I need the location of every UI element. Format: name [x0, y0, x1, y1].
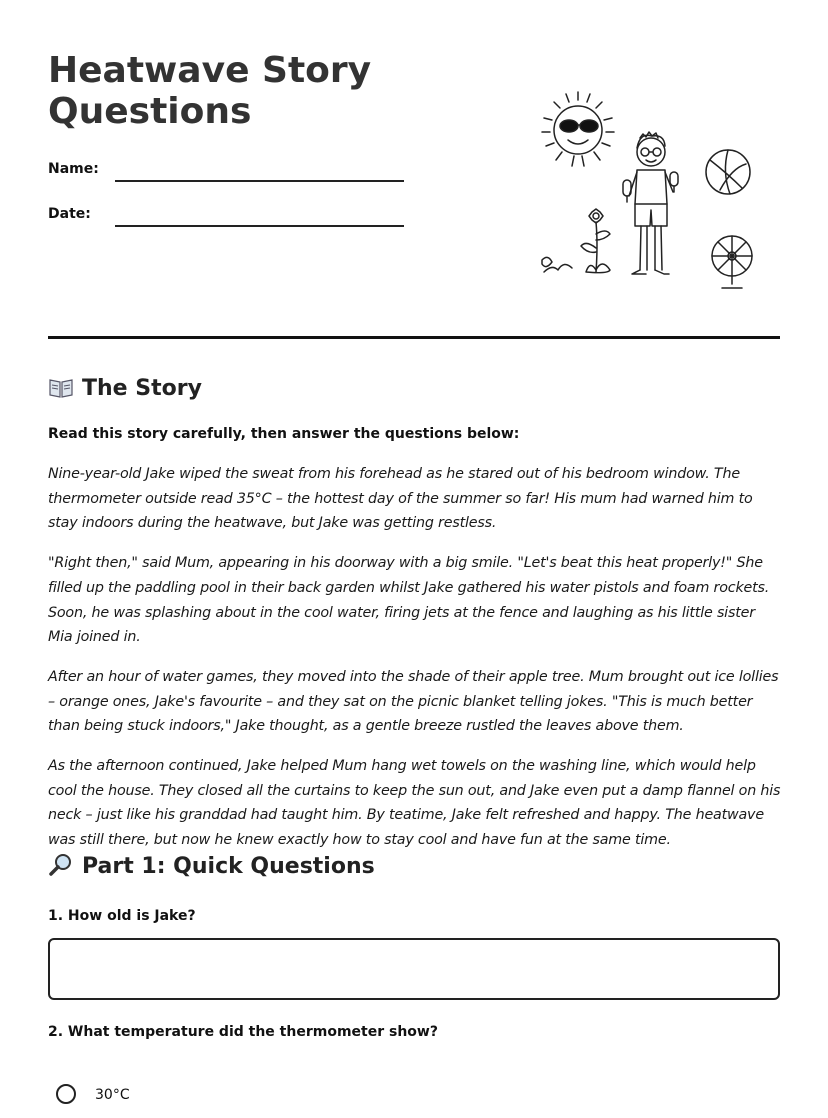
header-divider [48, 336, 780, 339]
date-label: Date: [48, 206, 91, 222]
beach-ball-icon [706, 150, 750, 194]
part1-heading-text: Part 1: Quick Questions [82, 854, 375, 879]
date-writing-line[interactable] [115, 225, 404, 227]
boy-with-ice-lolly-icon [623, 132, 678, 274]
option-label: 30°C [95, 1087, 130, 1103]
question-2: 2. What temperature did the thermometer show? [48, 1024, 438, 1040]
story-text [48, 462, 783, 868]
story-heading [48, 375, 202, 407]
story-heading-text: The Story [82, 376, 202, 401]
story-instruction: Read this story carefully, then answer the questions below: [48, 426, 520, 442]
flower-icon [542, 209, 610, 273]
story-paragraph: As the afternoon continued, Jake helped Mum hang wet towels on the washing line, which would help cool the house. They closed all the curtains to keep the sun out, and Jake even put a damp flannel on his neck – just like his granddad had taught him. By teatime, Jake felt refreshed and happy. The heatwave was still there, but now he knew exactly how to stay cool and have fun at the same time. [48, 758, 781, 849]
fan-icon [712, 236, 752, 288]
heatwave-illustration [534, 84, 764, 294]
story-paragraph: After an hour of water games, they moved into the shade of their apple tree. Mum brought out ice lollies – orange ones, Jake's favourite – and they sat on the picnic blanket telling jokes. "This is much better than being stuck indoors," Jake thought, as a gentle breeze rustled the leaves above them. [48, 668, 779, 735]
story-paragraph: "Right then," said Mum, appearing in his doorway with a big smile. "Let's beat this heat properly!" She filled up the paddling pool in their back garden whilst Jake gathered his water pistols and foam rockets. Soon, he was splashing about in the cool water, firing jets at the fence and laughing as his little sister Mia joined in. [48, 555, 770, 646]
part1-heading [48, 853, 375, 885]
name-field[interactable] [48, 160, 408, 184]
magnifying-glass-icon [48, 853, 76, 885]
question-1-answer-box[interactable] [48, 938, 780, 1000]
story-paragraph: Nine-year-old Jake wiped the sweat from his forehead as he stared out of his bedroom window. The thermometer outside read 35°C – the hottest day of the summer so far! His mum had warned him to stay indoors during the heatwave, but Jake was getting restless. [48, 466, 753, 532]
sun-with-sunglasses-icon [542, 92, 614, 166]
open-book-icon [48, 377, 76, 407]
date-field[interactable] [48, 205, 408, 229]
worksheet-title: Heatwave Story Questions [48, 50, 372, 132]
name-label: Name: [48, 161, 99, 177]
name-writing-line[interactable] [115, 180, 404, 182]
radio-button[interactable] [56, 1084, 76, 1104]
question-1: 1. How old is Jake? [48, 908, 196, 924]
